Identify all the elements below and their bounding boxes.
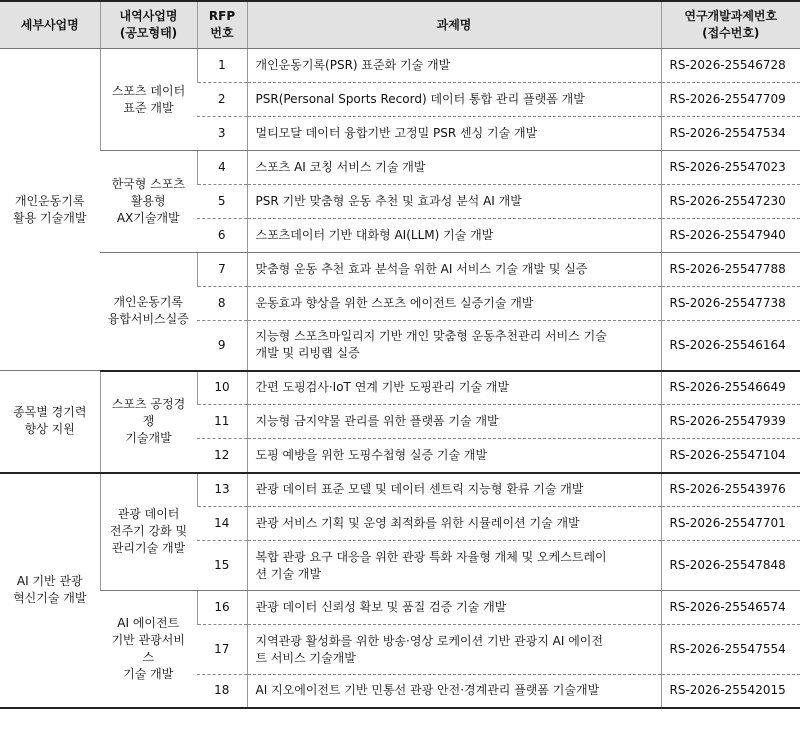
- task-title: 간편 도핑검사·IoT 연계 기반 도핑관리 기술 개발: [247, 371, 661, 405]
- rfp-number: 12: [197, 439, 247, 473]
- task-title: 지능형 스포츠마일리지 기반 개인 맞춤형 운동추천관리 서비스 기술 개발 및 리빙랩 실증: [247, 321, 661, 371]
- task-id: RS-2026-25547534: [661, 117, 800, 151]
- task-title: 스포츠데이터 기반 대화형 AI(LLM) 기술 개발: [247, 219, 661, 253]
- task-title: 스포츠 AI 코칭 서비스 기술 개발: [247, 151, 661, 185]
- table-row: [0, 591, 800, 625]
- task-title: 지역관광 활성화를 위한 방송·영상 로케이션 기반 관광지 AI 에이전 트 서비스 기술개발: [247, 625, 661, 675]
- task-id: RS-2026-25546649: [661, 371, 800, 405]
- header-task-id: 연구개발과제번호 (접수번호): [661, 1, 800, 49]
- table-row: [0, 371, 800, 405]
- rfp-number: 3: [197, 117, 247, 151]
- task-title: 운동효과 향상을 위한 스포츠 에이전트 실증기술 개발: [247, 287, 661, 321]
- rfp-number: 14: [197, 507, 247, 541]
- subgroup-cell: 스포츠 데이터 표준 개발: [100, 49, 197, 151]
- rfp-number: 13: [197, 473, 247, 507]
- rfp-number: 5: [197, 185, 247, 219]
- task-title: AI 지오에이전트 기반 민통선 관광 안전·경계관리 플랫폼 기술개발: [247, 675, 661, 708]
- task-title: 지능형 금지약물 관리를 위한 플랫폼 기술 개발: [247, 405, 661, 439]
- task-id: RS-2026-25547940: [661, 219, 800, 253]
- table-row: [0, 49, 800, 83]
- rfp-number: 18: [197, 675, 247, 708]
- task-id: RS-2026-25547554: [661, 625, 800, 675]
- rfp-number: 16: [197, 591, 247, 625]
- rfp-number: 11: [197, 405, 247, 439]
- task-id: RS-2026-25546728: [661, 49, 800, 83]
- table-row: [0, 253, 800, 287]
- task-id: RS-2026-25546574: [661, 591, 800, 625]
- rfp-number: 1: [197, 49, 247, 83]
- task-id: RS-2026-25547738: [661, 287, 800, 321]
- rfp-number: 4: [197, 151, 247, 185]
- task-id: RS-2026-25547230: [661, 185, 800, 219]
- rfp-number: 17: [197, 625, 247, 675]
- subgroup-cell: 한국형 스포츠 활용형 AX기술개발: [100, 151, 197, 253]
- rfp-number: 8: [197, 287, 247, 321]
- task-id: RS-2026-25547788: [661, 253, 800, 287]
- table-header-row: [0, 1, 800, 49]
- task-title: PSR(Personal Sports Record) 데이터 통합 관리 플랫폼 개발: [247, 83, 661, 117]
- task-id: RS-2026-25547104: [661, 439, 800, 473]
- task-id: RS-2026-25546164: [661, 321, 800, 371]
- group-cell: 개인운동기록 활용 기술개발: [0, 49, 100, 371]
- task-title: 도핑 예방을 위한 도핑수첩형 실증 기술 개발: [247, 439, 661, 473]
- group-cell: AI 기반 관광 혁신기술 개발: [0, 473, 100, 708]
- rfp-number: 9: [197, 321, 247, 371]
- header-sub-project: 내역사업명 (공모형태): [100, 1, 197, 49]
- task-id: RS-2026-25547939: [661, 405, 800, 439]
- task-title: PSR 기반 맞춤형 운동 추천 및 효과성 분석 AI 개발: [247, 185, 661, 219]
- task-title: 개인운동기록(PSR) 표준화 기술 개발: [247, 49, 661, 83]
- rfp-number: 7: [197, 253, 247, 287]
- rfp-number: 15: [197, 541, 247, 591]
- task-id: RS-2026-25543976: [661, 473, 800, 507]
- task-id: RS-2026-25547023: [661, 151, 800, 185]
- subgroup-cell: 스포츠 공정경쟁 기술개발: [100, 371, 197, 473]
- task-title: 관광 데이터 신뢰성 확보 및 품질 검증 기술 개발: [247, 591, 661, 625]
- header-rfp-number: RFP 번호: [197, 1, 247, 49]
- rfp-number: 10: [197, 371, 247, 405]
- task-id: RS-2026-25542015: [661, 675, 800, 708]
- task-title: 관광 서비스 기획 및 운영 최적화를 위한 시뮬레이션 기술 개발: [247, 507, 661, 541]
- task-title: 복합 관광 요구 대응을 위한 관광 특화 자율형 개체 및 오케스트레이 션 기술 개발: [247, 541, 661, 591]
- task-title: 멀티모달 데이터 융합기반 고정밀 PSR 센싱 기술 개발: [247, 117, 661, 151]
- subgroup-cell: AI 에이전트 기반 관광서비스 기술 개발: [100, 591, 197, 708]
- group-cell: 종목별 경기력 향상 지원: [0, 371, 100, 473]
- rfp-number: 2: [197, 83, 247, 117]
- task-id: RS-2026-25547701: [661, 507, 800, 541]
- subgroup-cell: 개인운동기록 융합서비스실증: [100, 253, 197, 371]
- rfp-number: 6: [197, 219, 247, 253]
- task-id: RS-2026-25547709: [661, 83, 800, 117]
- task-title: 관광 데이터 표준 모델 및 데이터 센트릭 지능형 환류 기술 개발: [247, 473, 661, 507]
- table-row: [0, 151, 800, 185]
- table-row: [0, 473, 800, 507]
- task-title: 맞춤형 운동 추천 효과 분석을 위한 AI 서비스 기술 개발 및 실증: [247, 253, 661, 287]
- header-detail-project: 세부사업명: [0, 1, 100, 49]
- header-task-name: 과제명: [247, 1, 661, 49]
- task-id: RS-2026-25547848: [661, 541, 800, 591]
- subgroup-cell: 관광 데이터 전주기 강화 및 관리기술 개발: [100, 473, 197, 591]
